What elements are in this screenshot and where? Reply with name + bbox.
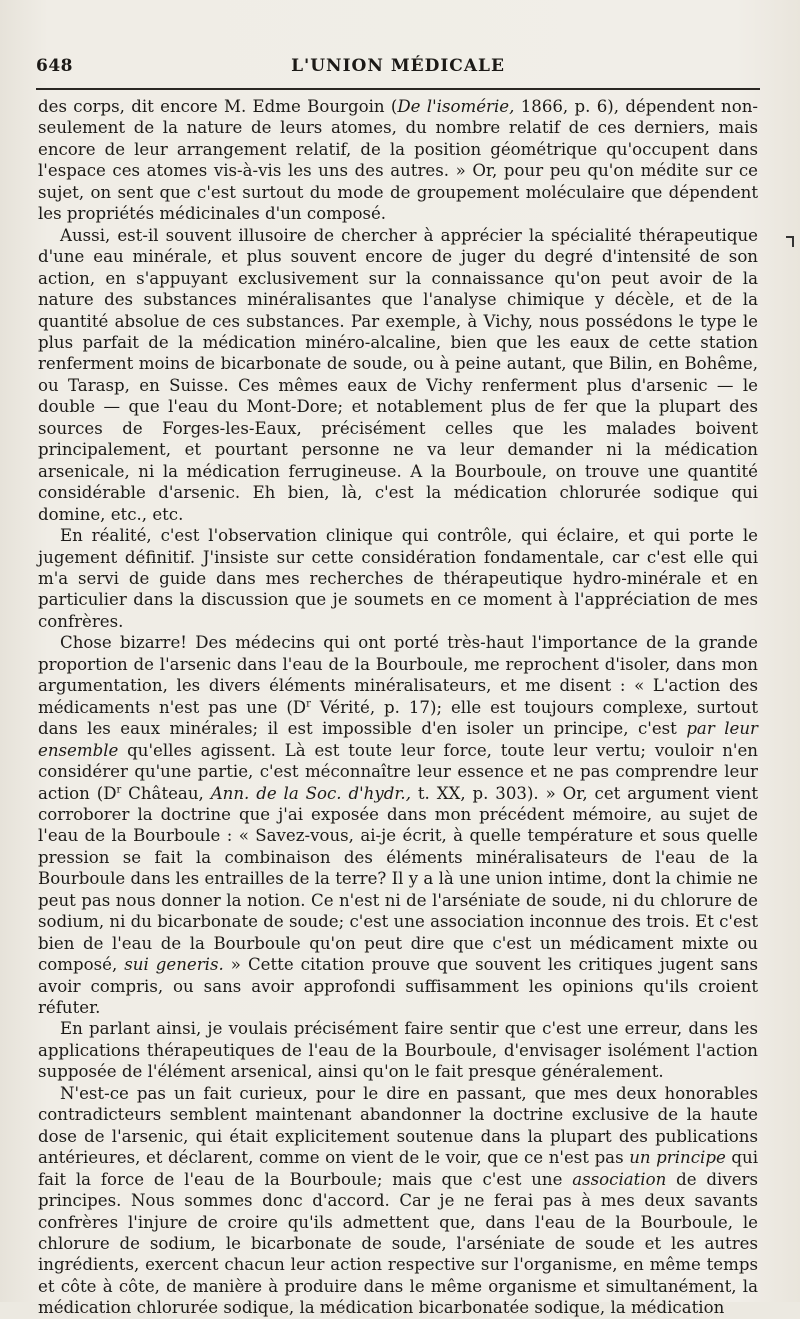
- superscript-text: r: [116, 783, 122, 795]
- text-run: Chose bizarre! Des médecins qui ont porté très-haut l'importance de la grande proportion de l'arsenic dans l'eau de la Bourboule, me reprochent d'isoler, dans mon argumentation, les divers éléments minéralisateurs, et me disent : « L'action des médicaments n'est pas une (D: [38, 633, 758, 717]
- paragraph: [38, 1083, 758, 1319]
- text-run: En réalité, c'est l'observation clinique qui contrôle, qui éclaire, et qui porte le jugement définitif. J'insiste sur cette considération fondamentale, car c'est elle qui m'a servi de guide dans mes recherches de thérapeutique hydro-minérale et en particulier dans la discussion que je soumets en ce moment à l'appréciation de mes confrères.: [38, 526, 758, 631]
- text-run: Aussi, est-il souvent illusoire de chercher à apprécier la spécialité thérapeutique d'une eau minérale, et plus souvent encore de juger du degré d'intensité de son action, en s'appuyant exclusivement sur la connaissance qu'on peut avoir de la nature des substances minéralisantes que l'analyse chimique y décèle, et de la quantité absolue de ces substances. Par exemple, à Vichy, nous possédons le type le plus parfait de la médication minéro-alcaline, bien que les eaux de cette station renferment moins de bicarbonate de soude, ou à peine autant, que Bilin, en Bohême, ou Tarasp, en Suisse. Ces mêmes eaux de Vichy renferment plus d'arsenic — le double — que l'eau du Mont-Dore; et notablement plus de fer que la plupart des sources de Forges-les-Eaux, précisément celles que les malades boivent principalement, et pourtant personne ne va leur demander ni la médication arsenicale, ni la médication ferrugineuse. A la Bourboule, on trouve une quantité considérable d'arsenic. Eh bien, là, c'est la médication chlorurée sodique qui domine, etc., etc.: [38, 225, 758, 524]
- text-run: de divers principes. Nous sommes donc d'accord. Car je ne ferai pas à mes deux savants confrères l'injure de croire qu'ils admettent que, dans l'eau de la Bourboule, le chlorure de sodium, le bicarbonate de soude, l'arséniate de soude et les autres ingrédients, exercent chacun leur action respective sur l'organisme, en même temps et côte à côte, de manière à produire dans le même organisme et simultanément, la médication chlorurée sodique, la médication bicarbonatée sodique, la médication: [38, 1169, 758, 1318]
- italic-text: De l'isomérie,: [397, 97, 515, 116]
- text-run: Vérité, p. 17); elle est toujours complexe, surtout dans les eaux minérales; il est impossible d'en isoler un principe, c'est: [38, 697, 758, 739]
- italic-text: Ann. de la Soc. d'hydr.,: [210, 783, 411, 803]
- margin-mark: [786, 236, 794, 247]
- italic-text: par leur ensemble: [38, 719, 758, 760]
- paragraph: [38, 632, 758, 1018]
- text-run: N'est-ce pas un fait curieux, pour le dire en passant, que mes deux honorables contradicteurs semblent maintenant abandonner la doctrine exclusive de la haute dose de l'arsenic, qui était explicitement soutenue dans la plupart des publications antérieures, et déclarent, comme on vient de le voir, que ce n'est pas: [38, 1083, 758, 1168]
- text-run: Château,: [121, 783, 211, 803]
- text-run: » Cette citation prouve que souvent les critiques jugent sans avoir compris, ou sans avoir approfondi suffisamment les opinions qu'ils croient réfuter.: [38, 955, 758, 1018]
- text-run: qu'elles agissent. Là est toute leur force, toute leur vertu; vouloir n'en considérer qu'une partie, c'est méconnaître leur essence et ne pas comprendre leur action (D: [38, 740, 758, 803]
- paragraph: [38, 96, 758, 225]
- page-number: 648: [36, 56, 73, 76]
- page-header: [36, 54, 760, 84]
- italic-text: association: [572, 1169, 667, 1189]
- paragraph: [38, 1018, 758, 1082]
- text-run: 1866, p. 6), dépendent non-seulement de la nature de leurs atomes, du nombre relatif de ces derniers, mais encore de leur arrangement relatif, de la position géométrique qu'occupent dans l'espace ces atomes vis-à-vis les uns des autres. » Or, pour peu qu'on médite sur ce sujet, on sent que c'est surtout du mode de groupement moléculaire que dépendent les propriétés médicinales d'un composé.: [38, 97, 759, 224]
- body-text: [38, 96, 758, 1319]
- header-rule: [36, 88, 760, 90]
- running-title: L'UNION MÉDICALE: [291, 56, 505, 76]
- italic-text: un principe: [629, 1148, 726, 1168]
- text-run: des corps, dit encore M. Edme Bourgoin (: [38, 97, 398, 116]
- text-run: qui fait la force de l'eau de la Bourboule; mais que c'est une: [38, 1148, 758, 1189]
- italic-text: sui generis.: [124, 955, 224, 975]
- paragraph: [38, 225, 758, 525]
- paragraph: [38, 525, 758, 632]
- text-run: t. XX, p. 303). » Or, cet argument vient corroborer la doctrine que j'ai exposée dans mon précédent mémoire, au sujet de l'eau de la Bourboule : « Savez-vous, ai-je écrit, à quelle température et sous quelle pression se fait la combinaison des éléments minéralisateurs de l'eau de la Bourboule dans les entrailles de la terre? Il y a là une union intime, dont la chimie ne peut pas nous donner la notion. Ce n'est ni de l'arséniate de soude, ni du chlorure de sodium, ni du bicarbonate de soude; c'est une association inconnue des trois. Et c'est bien de l'eau de la Bourboule qu'on peut dire que c'est un médicament mixte ou composé,: [38, 783, 758, 975]
- text-run: En parlant ainsi, je voulais précisément faire sentir que c'est une erreur, dans les applications thérapeutiques de l'eau de la Bourboule, d'envisager isolément l'action supposée de l'élément arsenical, ainsi qu'on le fait presque généralement.: [38, 1019, 758, 1082]
- superscript-text: r: [306, 698, 311, 710]
